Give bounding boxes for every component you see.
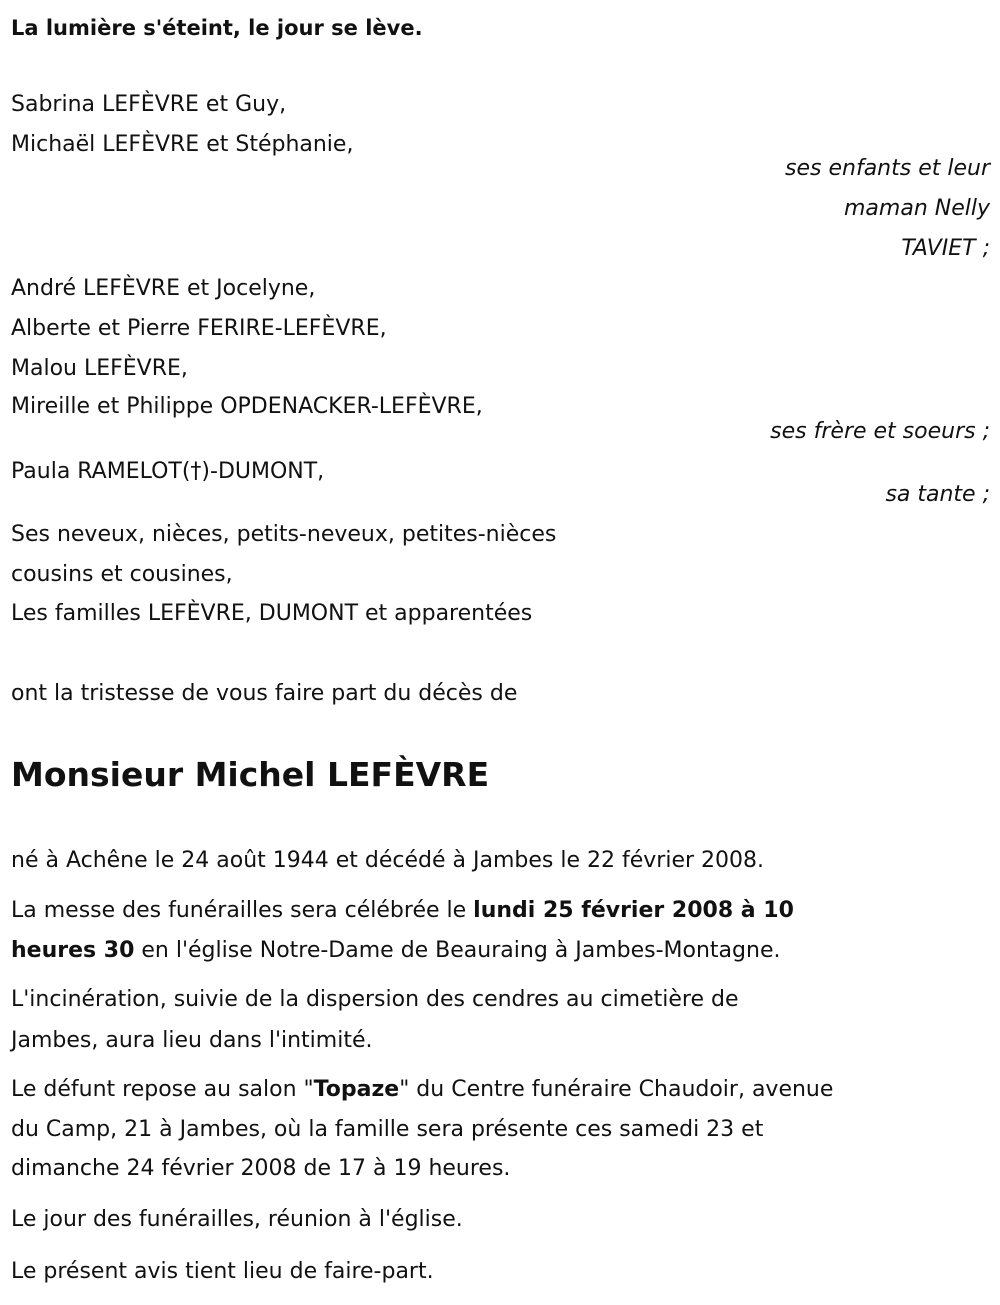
mass-date: lundi 25 février 2008 à 10 (473, 898, 794, 923)
rest-line: dimanche 24 février 2008 de 17 à 19 heures. (11, 1156, 511, 1181)
text: La messe des funérailles sera célébrée le (11, 898, 474, 923)
text: en l'église Notre-Dame de Beauraing à Jambes-Montagne. (134, 938, 781, 963)
salon-name: Topaze (313, 1077, 400, 1102)
family-line: cousins et cousines, (11, 562, 233, 587)
mass-line (11, 896, 794, 926)
deceased-name: Monsieur Michel LEFÈVRE (11, 755, 490, 794)
text: " du Centre funéraire Chaudoir, avenue (399, 1077, 834, 1102)
announcement: ont la tristesse de vous faire part du décès de (11, 681, 518, 706)
notice-line: Le présent avis tient lieu de faire-part. (11, 1259, 434, 1284)
relation-text: maman Nelly (844, 196, 990, 221)
sibling-line: Mireille et Philippe OPDENACKER-LEFÈVRE, (11, 394, 483, 419)
mass-line (11, 936, 780, 966)
rest-line: du Camp, 21 à Jambes, où la famille sera présente ces samedi 23 et (11, 1117, 764, 1142)
meeting-line: Le jour des funérailles, réunion à l'église. (11, 1207, 463, 1232)
relation-text: sa tante ; (885, 482, 990, 507)
sibling-line: André LEFÈVRE et Jocelyne, (11, 276, 316, 301)
relation-text: TAVIET ; (901, 236, 990, 261)
birth-death-line: né à Achêne le 24 août 1944 et décédé à Jambes le 22 février 2008. (11, 848, 765, 873)
child-line: Sabrina LEFÈVRE et Guy, (11, 92, 287, 117)
cremation-line: L'incinération, suivie de la dispersion des cendres au cimetière de (11, 987, 739, 1012)
sibling-line: Malou LEFÈVRE, (11, 356, 188, 381)
relation-text: ses frère et soeurs ; (770, 419, 990, 444)
rest-line (11, 1075, 833, 1105)
family-line: Les familles LEFÈVRE, DUMONT et apparentées (11, 601, 533, 626)
cremation-line: Jambes, aura lieu dans l'intimité. (11, 1028, 373, 1053)
relation-text: ses enfants et leur (785, 156, 990, 181)
aunt-line: Paula RAMELOT(†)-DUMONT, (11, 459, 325, 484)
motto: La lumière s'éteint, le jour se lève. (11, 16, 423, 40)
mass-time: heures 30 (11, 938, 135, 963)
child-line: Michaël LEFÈVRE et Stéphanie, (11, 132, 354, 157)
family-line: Ses neveux, nièces, petits-neveux, petites-nièces (11, 522, 557, 547)
text: Le défunt repose au salon " (11, 1077, 314, 1102)
sibling-line: Alberte et Pierre FERIRE-LEFÈVRE, (11, 316, 387, 341)
